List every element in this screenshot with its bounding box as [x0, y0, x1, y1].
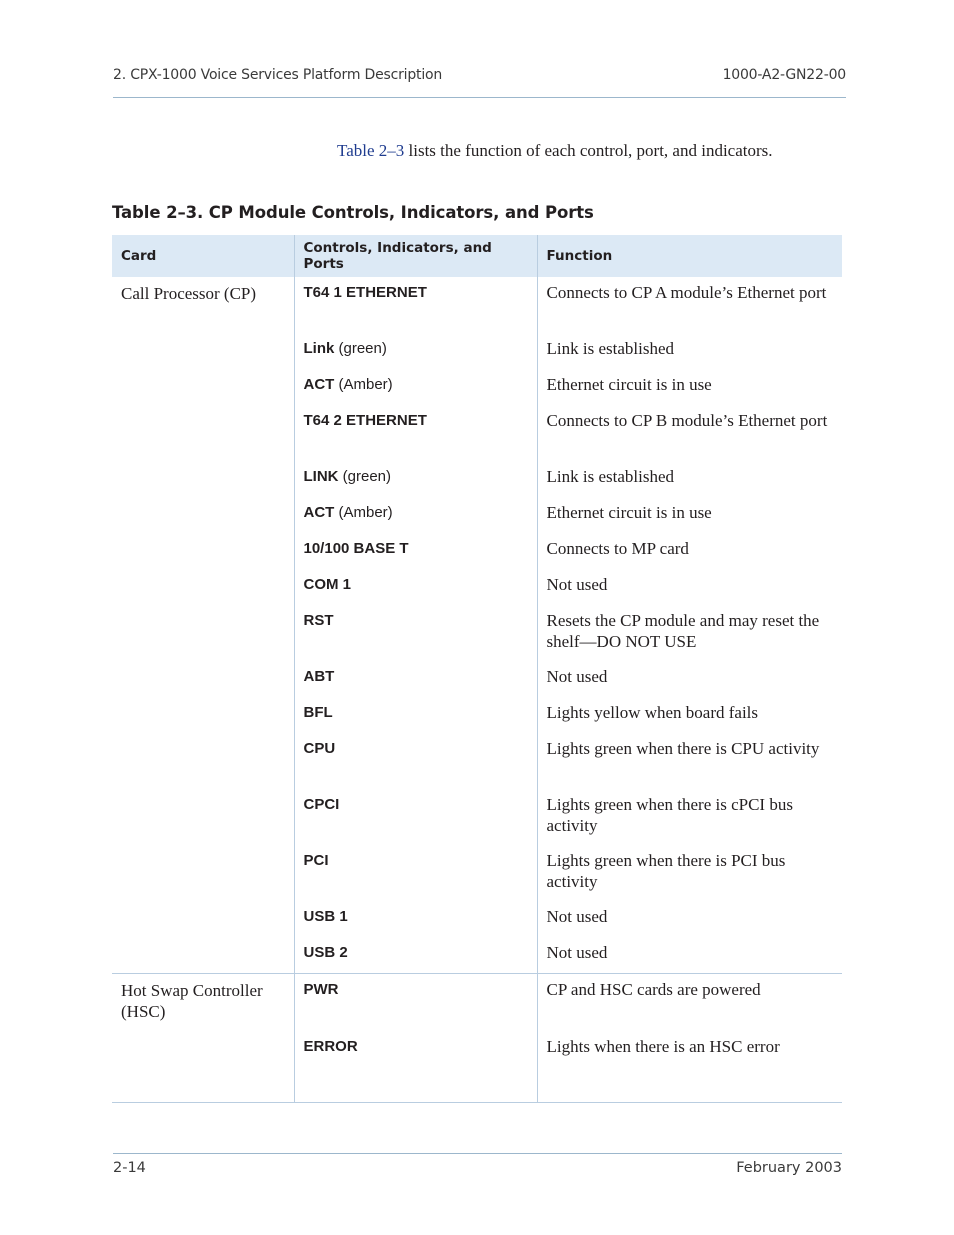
function-description: Ethernet circuit is in use — [546, 375, 712, 394]
function-description: Lights green when there is CPU activity — [546, 739, 820, 758]
control-name: T64 2 ETHERNET — [303, 412, 427, 429]
control-label — [295, 277, 537, 333]
footer-rule — [113, 1153, 842, 1154]
control-label — [295, 697, 537, 733]
function-description: Connects to CP B module’s Ethernet port — [546, 411, 828, 430]
header-chapter-title: 2. CPX-1000 Voice Services Platform Description — [113, 67, 443, 83]
control-name: CPU — [303, 740, 336, 757]
card-cell — [112, 277, 294, 974]
table-reference-link[interactable]: Table 2–3 — [337, 141, 405, 160]
function-cell — [537, 974, 842, 1103]
function-description: Not used — [546, 667, 608, 686]
table-header-row — [112, 235, 842, 277]
card-cell — [112, 974, 294, 1103]
controls-cell — [294, 974, 537, 1103]
control-qualifier: (Amber) — [334, 376, 393, 393]
control-label — [295, 333, 537, 369]
control-label — [295, 661, 537, 697]
control-label — [295, 845, 537, 901]
intro-text: lists the function of each control, port, and indicators. — [404, 141, 773, 160]
control-name: USB 2 — [303, 944, 348, 961]
control-label — [295, 569, 537, 605]
control-label — [295, 937, 537, 973]
intro-paragraph — [337, 141, 773, 161]
control-label — [295, 461, 537, 497]
function-description: Not used — [546, 907, 608, 926]
page-number: 2-14 — [113, 1160, 146, 1176]
function-description: Not used — [546, 943, 608, 962]
control-label — [295, 497, 537, 533]
control-name: PCI — [303, 852, 329, 869]
control-qualifier: (Amber) — [334, 504, 393, 521]
control-name: ACT — [303, 504, 335, 521]
control-name: USB 1 — [303, 908, 348, 925]
function-description: Connects to CP A module’s Ethernet port — [546, 283, 827, 302]
function-description: Lights yellow when board fails — [546, 703, 759, 722]
control-name: COM 1 — [303, 576, 352, 593]
control-name: CPCI — [303, 796, 340, 813]
function-description: Connects to MP card — [546, 539, 689, 558]
function-description: Lights when there is an HSC error — [546, 1037, 780, 1056]
control-name: ABT — [303, 668, 335, 685]
control-label — [295, 901, 537, 937]
header-rule — [113, 97, 846, 98]
control-name: BFL — [303, 704, 333, 721]
function-description: Lights green when there is PCI bus activity — [546, 851, 786, 891]
table-group-row — [112, 277, 842, 974]
control-name: LINK — [303, 468, 339, 485]
function-description: Lights green when there is cPCI bus activity — [546, 795, 793, 835]
function-description: Resets the CP module and may reset the shelf—DO NOT USE — [546, 611, 820, 651]
function-description: CP and HSC cards are powered — [546, 980, 761, 999]
control-label — [295, 1031, 537, 1102]
function-description: Link is established — [546, 467, 674, 486]
control-label — [295, 789, 537, 845]
control-name: 10/100 BASE T — [303, 540, 409, 557]
header-document-number: 1000-A2-GN22-00 — [722, 67, 846, 83]
control-name: ERROR — [303, 1038, 358, 1055]
column-header-card: Card — [112, 235, 294, 277]
control-qualifier: (green) — [334, 340, 387, 357]
function-description: Not used — [546, 575, 608, 594]
control-name: ACT — [303, 376, 335, 393]
function-cell — [537, 277, 842, 974]
control-label — [295, 733, 537, 789]
control-label — [295, 605, 537, 661]
controls-table — [112, 235, 842, 1103]
card-name: Call Processor (CP) — [121, 284, 257, 303]
function-description: Link is established — [546, 339, 674, 358]
column-header-function: Function — [537, 235, 842, 277]
table-caption: Table 2–3. CP Module Controls, Indicators, and Ports — [112, 203, 594, 222]
control-name: RST — [303, 612, 334, 629]
function-description: Ethernet circuit is in use — [546, 503, 712, 522]
column-header-controls: Controls, Indicators, and Ports — [294, 235, 537, 277]
control-label — [295, 533, 537, 569]
card-name: Hot Swap Controller (HSC) — [121, 981, 263, 1021]
control-name: PWR — [303, 981, 339, 998]
running-header — [113, 67, 846, 83]
page-footer — [113, 1160, 842, 1176]
controls-cell — [294, 277, 537, 974]
control-name: T64 1 ETHERNET — [303, 284, 427, 301]
control-label — [295, 405, 537, 461]
control-qualifier: (green) — [338, 468, 392, 485]
table-group-row — [112, 974, 842, 1103]
control-name: Link — [303, 340, 335, 357]
control-label — [295, 369, 537, 405]
control-label — [295, 974, 537, 1031]
footer-date: February 2003 — [736, 1160, 842, 1176]
